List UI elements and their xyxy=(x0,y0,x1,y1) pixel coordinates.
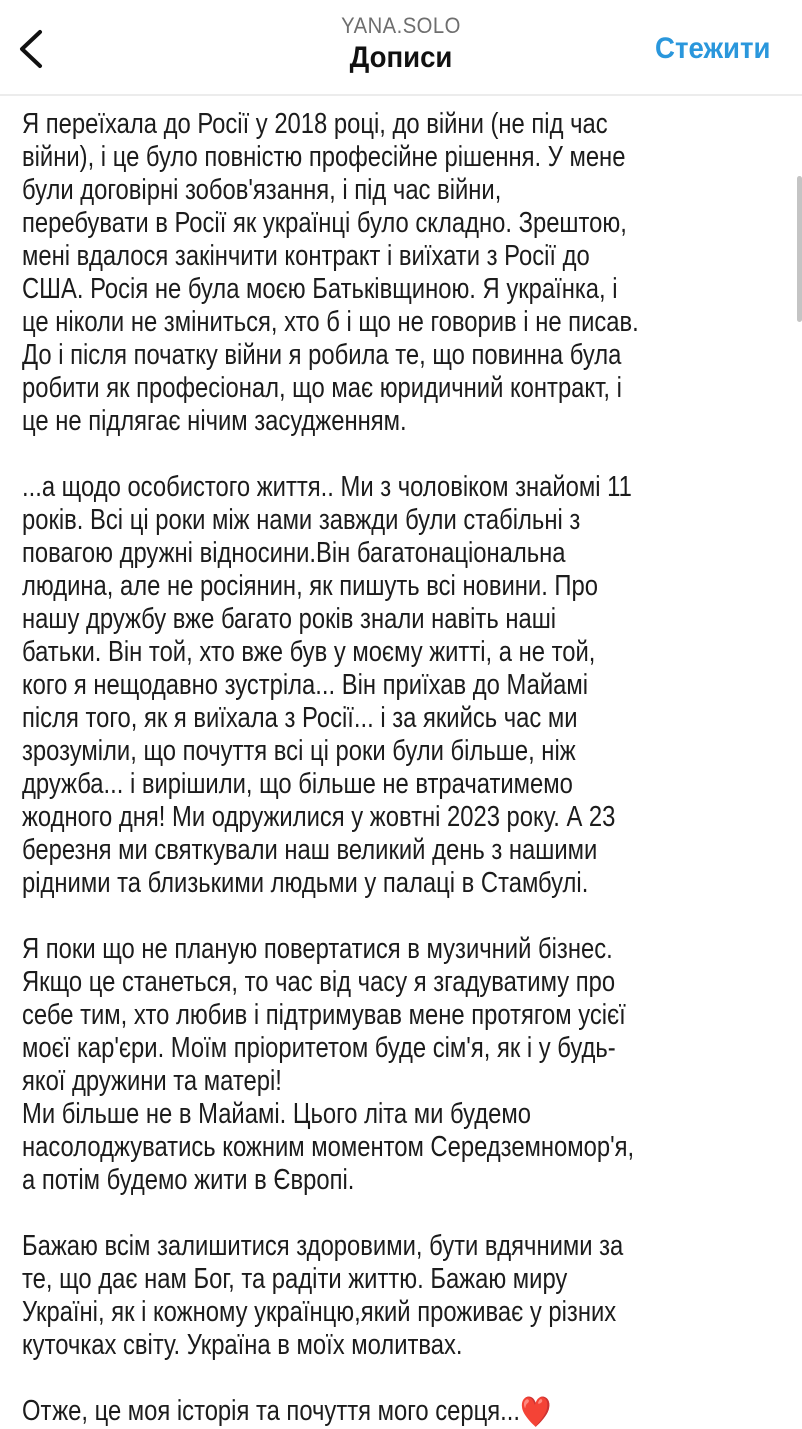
caption-line: США. Росія не була моєю Батьківщиною. Я українка, і xyxy=(22,273,618,305)
caption-line: а потім будемо жити в Європі. xyxy=(22,1164,355,1196)
caption-line: моєї кар'єри. Моїм пріоритетом буде сім'я, як і у будь- xyxy=(22,1032,616,1064)
caption-line: війни), і це було повністю професійне рішення. У мене xyxy=(22,141,626,173)
caption-line: Бажаю всім залишитися здоровими, бути вдячними за xyxy=(22,1230,624,1262)
caption-line: повагою дружні відносини.Він багатонаціональна xyxy=(22,537,566,569)
caption-line: після того, як я виїхала з Росії... і за якийсь час ми xyxy=(22,702,578,734)
caption-paragraph xyxy=(22,471,802,900)
caption-line: батьки. Він той, хто вже був у моєму житті, а не той, xyxy=(22,636,596,668)
vertical-scrollbar[interactable] xyxy=(797,176,802,322)
caption-line: куточках світу. Україна в моїх молитвах. xyxy=(22,1329,463,1361)
caption-line: це не підлягає нічим засудженням. xyxy=(22,405,407,437)
paragraph-gap xyxy=(22,1197,802,1230)
caption-line: Я поки що не планую повертатися в музичний бізнес. xyxy=(22,933,613,965)
top-nav-bar xyxy=(0,0,802,96)
caption-paragraph xyxy=(22,1395,802,1428)
post-caption xyxy=(22,108,802,1428)
caption-line: Україні, як і кожному українцю,який проживає у різних xyxy=(22,1296,617,1328)
caption-line: насолоджуватись кожним моментом Середземномор'я, xyxy=(22,1131,635,1163)
caption-paragraph xyxy=(22,108,802,438)
paragraph-gap xyxy=(22,438,802,471)
caption-line: До і після початку війни я робила те, що повинна була xyxy=(22,339,622,371)
follow-button[interactable]: Стежити xyxy=(654,32,770,65)
caption-line: дружба... і вирішили, що більше не втрачатимемо xyxy=(22,768,573,800)
paragraph-gap xyxy=(22,1362,802,1395)
caption-line: зрозуміли, що почуття всі ці роки були більше, ніж xyxy=(22,735,576,767)
caption-line: рідними та близькими людьми у палаці в Стамбулі. xyxy=(22,867,589,899)
caption-line: нашу дружбу вже багато років знали навіть наші xyxy=(22,603,557,635)
page-title: Дописи xyxy=(349,41,453,74)
caption-line: Ми більше не в Майамі. Цього літа ми будемо xyxy=(22,1098,531,1130)
caption-line: кого я нещодавно зустріла... Він приїхав до Майамі xyxy=(22,669,589,701)
caption-line: березня ми святкували наш великий день з нашими xyxy=(22,834,598,866)
caption-line: мені вдалося закінчити контракт і виїхати з Росії до xyxy=(22,240,590,272)
caption-line: це ніколи не зміниться, хто б і що не говорив і не писав. xyxy=(22,306,639,338)
caption-line: ...а щодо особистого життя.. Ми з чоловіком знайомі 11 xyxy=(22,471,632,503)
caption-line: робити як професіонал, що має юридичний контракт, і xyxy=(22,372,622,404)
caption-line: перебувати в Росії як українці було складно. Зрештою, xyxy=(22,207,627,239)
caption-paragraph xyxy=(22,1230,802,1362)
caption-line: людина, але не росіянин, як пишуть всі новини. Про xyxy=(22,570,599,602)
caption-line: Якщо це станеться, то час від часу я згадуватиму про xyxy=(22,966,616,998)
caption-line: жодного дня! Ми одружилися у жовтні 2023 року. А 23 xyxy=(22,801,616,833)
caption-line: те, що дає нам Бог, та радіти життю. Бажаю миру xyxy=(22,1263,568,1295)
caption-line: якої дружини та матері! xyxy=(22,1065,282,1097)
caption-line: років. Всі ці роки між нами завжди були стабільні з xyxy=(22,504,581,536)
caption-line xyxy=(22,1395,673,1428)
paragraph-gap xyxy=(22,900,802,933)
red-heart-emoji-icon: ❤️ xyxy=(519,1396,552,1429)
caption-line: себе тим, хто любив і підтримував мене протягом усієї xyxy=(22,999,626,1031)
account-username: YANA.SOLO xyxy=(341,13,461,38)
caption-line-text: Отже, це моя історія та почуття мого серця... xyxy=(22,1395,520,1427)
caption-line: Я переїхала до Росії у 2018 році, до війни (не під час xyxy=(22,108,608,140)
caption-line: були договірні зобов'язання, і під час війни, xyxy=(22,174,502,206)
caption-paragraph xyxy=(22,933,802,1197)
